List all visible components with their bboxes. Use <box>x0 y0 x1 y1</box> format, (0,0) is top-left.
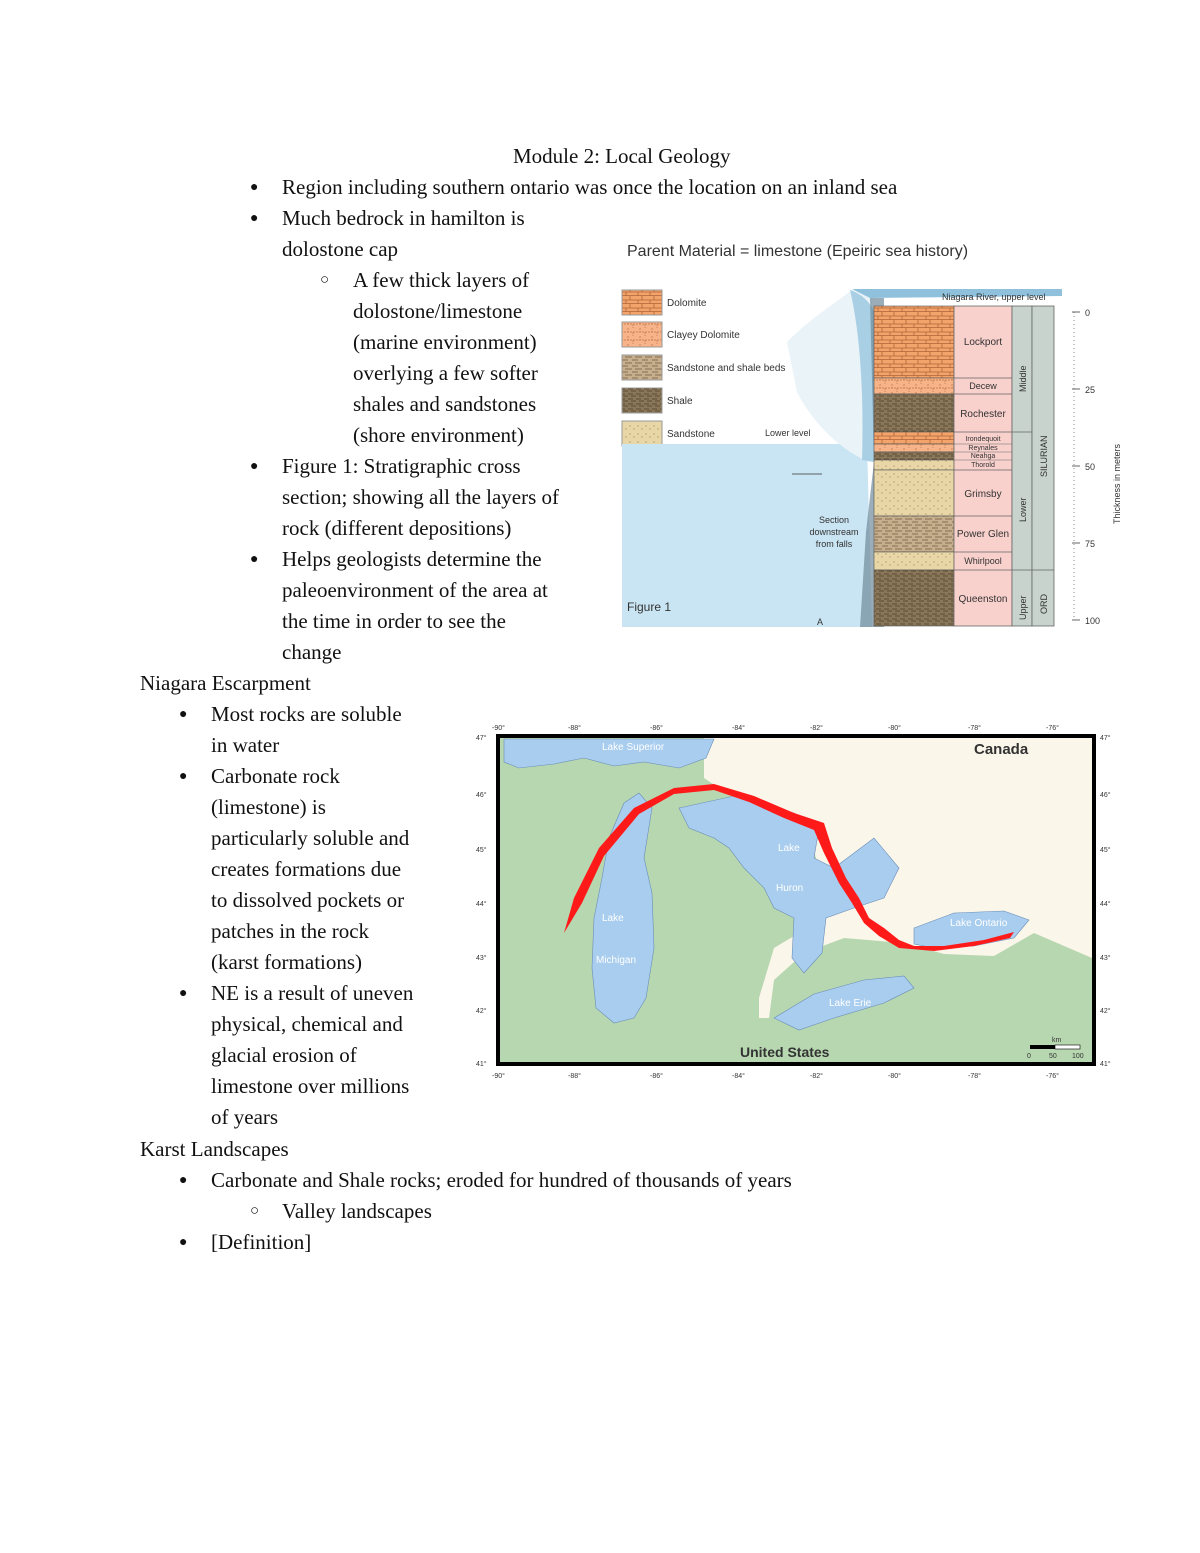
lon-bottom-5: -80° <box>888 1073 901 1080</box>
layer-power-glen <box>874 516 954 552</box>
legend-label-dolomite: Dolomite <box>667 298 707 309</box>
sub-bullet-layers-line2: dolostone/limestone <box>353 299 523 323</box>
label-section-3: from falls <box>815 539 853 549</box>
layer-grimsby <box>874 470 954 516</box>
formation-label-lockport: Lockport <box>963 337 1003 348</box>
axis-tick-50: 50 <box>1085 462 1096 472</box>
sub-bullet-layers-line3: (marine environment) <box>353 330 537 354</box>
thickness-axis <box>1072 308 1122 626</box>
bullet-paleo-line1: Helps geologists determine the <box>282 547 542 571</box>
lon-bottom-6: -78° <box>968 1073 981 1080</box>
figure1-title: Parent Material = limestone (Epeiric sea history) <box>627 243 969 260</box>
layer-thorold <box>874 460 954 470</box>
sub-bullet-circle: ○ <box>320 272 330 288</box>
lon-bottom-0: -90° <box>492 1073 505 1080</box>
lon-top-5: -80° <box>888 725 901 732</box>
lon-bottom-4: -82° <box>810 1073 823 1080</box>
lat-left-5: 42° <box>476 1008 487 1015</box>
map-label-lake-huron-2: Huron <box>776 883 804 894</box>
stratigraphic-figure <box>612 232 1132 632</box>
axis-tick-100: 100 <box>1085 616 1101 626</box>
lon-top-2: -86° <box>650 725 663 732</box>
niagara-bullet2-line2: (limestone) is <box>211 795 326 819</box>
lat-right-4: 43° <box>1100 955 1111 962</box>
legend-label-clayey-dolomite: Clayey Dolomite <box>667 330 740 341</box>
lat-left-6: 41° <box>476 1061 487 1068</box>
heading-karst-landscapes: Karst Landscapes <box>140 1137 289 1161</box>
niagara-bullet3-line3: glacial erosion of <box>211 1043 357 1067</box>
bullet-dot: ● <box>250 180 259 195</box>
niagara-bullet1-line2: in water <box>211 733 280 757</box>
label-section-2: downstream <box>809 527 859 537</box>
scale-tick-100: 100 <box>1072 1053 1084 1060</box>
niagara-bullet2-line7: (karst formations) <box>211 950 363 974</box>
layer-reynales <box>874 444 954 452</box>
bullet-dot: ● <box>250 211 259 226</box>
layer-queenston <box>874 570 954 626</box>
bullet-paleo-line2: paleoenvironment of the area at <box>282 578 548 602</box>
bullet-figure1-line1: Figure 1: Stratigraphic cross <box>282 454 521 478</box>
lat-right-5: 42° <box>1100 1008 1111 1015</box>
bullet-figure1-line3: rock (different depositions) <box>282 516 512 540</box>
niagara-bullet2-line5: to dissolved pockets or <box>211 888 405 912</box>
formation-label-neahga: Neahga <box>970 453 996 460</box>
lon-top-7: -76° <box>1046 725 1059 732</box>
label-a: A <box>817 617 824 627</box>
bullet-dot: ● <box>250 459 259 474</box>
layer-rochester <box>874 394 954 432</box>
map-label-canada: Canada <box>974 741 1029 758</box>
legend-label-sandstone: Sandstone <box>667 429 715 440</box>
formation-label-power-glen: Power Glen <box>956 529 1010 540</box>
legend-label-shale: Shale <box>667 396 693 407</box>
niagara-bullet3-line1: NE is a result of uneven <box>211 981 414 1005</box>
bullet-bedrock-line1: Much bedrock in hamilton is <box>282 206 525 230</box>
map-label-lake-huron-1: Lake <box>778 843 800 854</box>
sub-bullet-layers-line4: overlying a few softer <box>353 361 538 385</box>
bullet-paleo-line3: the time in order to see the <box>282 609 506 633</box>
figure1-legend <box>622 290 785 446</box>
scale-tick-50: 50 <box>1049 1053 1057 1060</box>
legend-swatch-dolomite <box>622 290 662 315</box>
karst-bullet1: Carbonate and Shale rocks; eroded for hundred of thousands of years <box>211 1168 792 1192</box>
map-label-lake-ontario: Lake Ontario <box>950 918 1008 929</box>
lat-left-0: 47° <box>476 735 487 742</box>
lat-right-0: 47° <box>1100 735 1111 742</box>
layer-irondequoit <box>874 432 954 444</box>
map-label-lake-michigan-1: Lake <box>602 913 624 924</box>
formation-label-reynales: Reynales <box>968 445 998 452</box>
bullet-dot: ● <box>179 1235 188 1250</box>
lat-left-4: 43° <box>476 955 487 962</box>
formation-label-queenston: Queenston <box>958 594 1008 605</box>
lon-bottom-3: -84° <box>732 1073 745 1080</box>
legend-swatch-clayey-dolomite <box>622 322 662 347</box>
legend-swatch-sandstone <box>622 421 662 446</box>
formation-label-decew: Decew <box>969 381 997 391</box>
layer-neahga <box>874 452 954 460</box>
layer-whirlpool <box>874 552 954 570</box>
niagara-bullet3-line5: of years <box>211 1105 279 1129</box>
legend-label-sandstone-shale: Sandstone and shale beds <box>667 363 786 374</box>
lon-top-0: -90° <box>492 725 505 732</box>
map-label-lake-michigan-2: Michigan <box>596 955 637 966</box>
heading-niagara-escarpment: Niagara Escarpment <box>140 671 311 695</box>
sub-bullet-layers-line1: A few thick layers of <box>353 268 530 292</box>
sub-bullet-layers-line5: shales and sandstones <box>353 392 537 416</box>
great-lakes-map <box>474 718 1120 1080</box>
axis-tick-75: 75 <box>1085 539 1096 549</box>
map-label-lake-erie: Lake Erie <box>829 998 872 1009</box>
axis-label-thickness: Thickness in meters <box>1112 443 1122 524</box>
sub-bullet-circle: ○ <box>250 1203 260 1219</box>
map-label-lake-superior: Lake Superior <box>602 742 665 753</box>
series-label-lower: Lower <box>1018 497 1028 522</box>
niagara-bullet3-line2: physical, chemical and <box>211 1012 403 1036</box>
formation-label-grimsby: Grimsby <box>964 489 1002 500</box>
niagara-bullet2-line6: patches in the rock <box>211 919 370 943</box>
karst-sub-bullet-valley: Valley landscapes <box>282 1199 432 1223</box>
series-system-columns <box>1012 306 1054 626</box>
lon-top-4: -82° <box>810 725 823 732</box>
formation-label-thorold: Thorold <box>971 462 995 469</box>
page-title: Module 2: Local Geology <box>513 144 731 168</box>
legend-swatch-shale <box>622 388 662 413</box>
formation-label-whirlpool: Whirlpool <box>964 556 1002 566</box>
karst-bullet-definition: [Definition] <box>211 1230 312 1254</box>
lat-right-6: 41° <box>1100 1061 1111 1068</box>
niagara-bullet2-line3: particularly soluble and <box>211 826 410 850</box>
lon-top-1: -88° <box>568 725 581 732</box>
bullet-figure1-line2: section; showing all the layers of <box>282 485 560 509</box>
label-niagara-upper: Niagara River, upper level <box>942 292 1046 302</box>
bullet-dot: ● <box>179 1173 188 1188</box>
bullet-dot: ● <box>179 986 188 1001</box>
lat-left-3: 44° <box>476 901 487 908</box>
niagara-bullet2-line1: Carbonate rock <box>211 764 340 788</box>
formation-column <box>954 306 1012 626</box>
strat-column <box>874 306 954 626</box>
label-lower-level: Lower level <box>765 428 811 438</box>
lat-right-3: 44° <box>1100 901 1111 908</box>
formation-label-rochester: Rochester <box>960 409 1006 420</box>
legend-swatch-sandstone-shale <box>622 355 662 380</box>
layer-decew <box>874 378 954 394</box>
layer-lockport <box>874 306 954 378</box>
lon-bottom-1: -88° <box>568 1073 581 1080</box>
niagara-bullet2-line4: creates formations due <box>211 857 402 881</box>
lat-right-2: 45° <box>1100 847 1111 854</box>
formation-label-irondequoit: Irondequoit <box>965 436 1001 443</box>
lat-right-1: 46° <box>1100 792 1111 799</box>
axis-tick-0: 0 <box>1085 308 1091 318</box>
scale-unit: km <box>1052 1037 1062 1044</box>
series-label-upper: Upper <box>1018 595 1028 620</box>
lon-top-3: -84° <box>732 725 745 732</box>
bullet-dot: ● <box>179 707 188 722</box>
series-label-middle: Middle <box>1018 365 1028 392</box>
bullet-dot: ● <box>250 552 259 567</box>
niagara-bullet3-line4: limestone over millions <box>211 1074 410 1098</box>
niagara-bullet1-line1: Most rocks are soluble <box>211 702 402 726</box>
bullet-inland-sea: Region including southern ontario was once the location on an inland sea <box>282 175 898 199</box>
lat-left-2: 45° <box>476 847 487 854</box>
lon-top-6: -78° <box>968 725 981 732</box>
lat-left-1: 46° <box>476 792 487 799</box>
lon-bottom-7: -76° <box>1046 1073 1059 1080</box>
figure1-caption: Figure 1 <box>627 600 672 614</box>
label-section-1: Section <box>818 515 850 525</box>
scale-tick-0: 0 <box>1027 1053 1031 1060</box>
map-label-united-states: United States <box>740 1044 830 1060</box>
axis-tick-25: 25 <box>1085 385 1096 395</box>
system-label-silurian: SILURIAN <box>1039 435 1049 477</box>
bullet-bedrock-line2: dolostone cap <box>282 237 399 261</box>
bullet-dot: ● <box>179 769 188 784</box>
system-label-ord: ORD <box>1039 594 1049 614</box>
bullet-paleo-line4: change <box>282 640 342 664</box>
lon-bottom-2: -86° <box>650 1073 663 1080</box>
sub-bullet-layers-line6: (shore environment) <box>353 423 524 447</box>
